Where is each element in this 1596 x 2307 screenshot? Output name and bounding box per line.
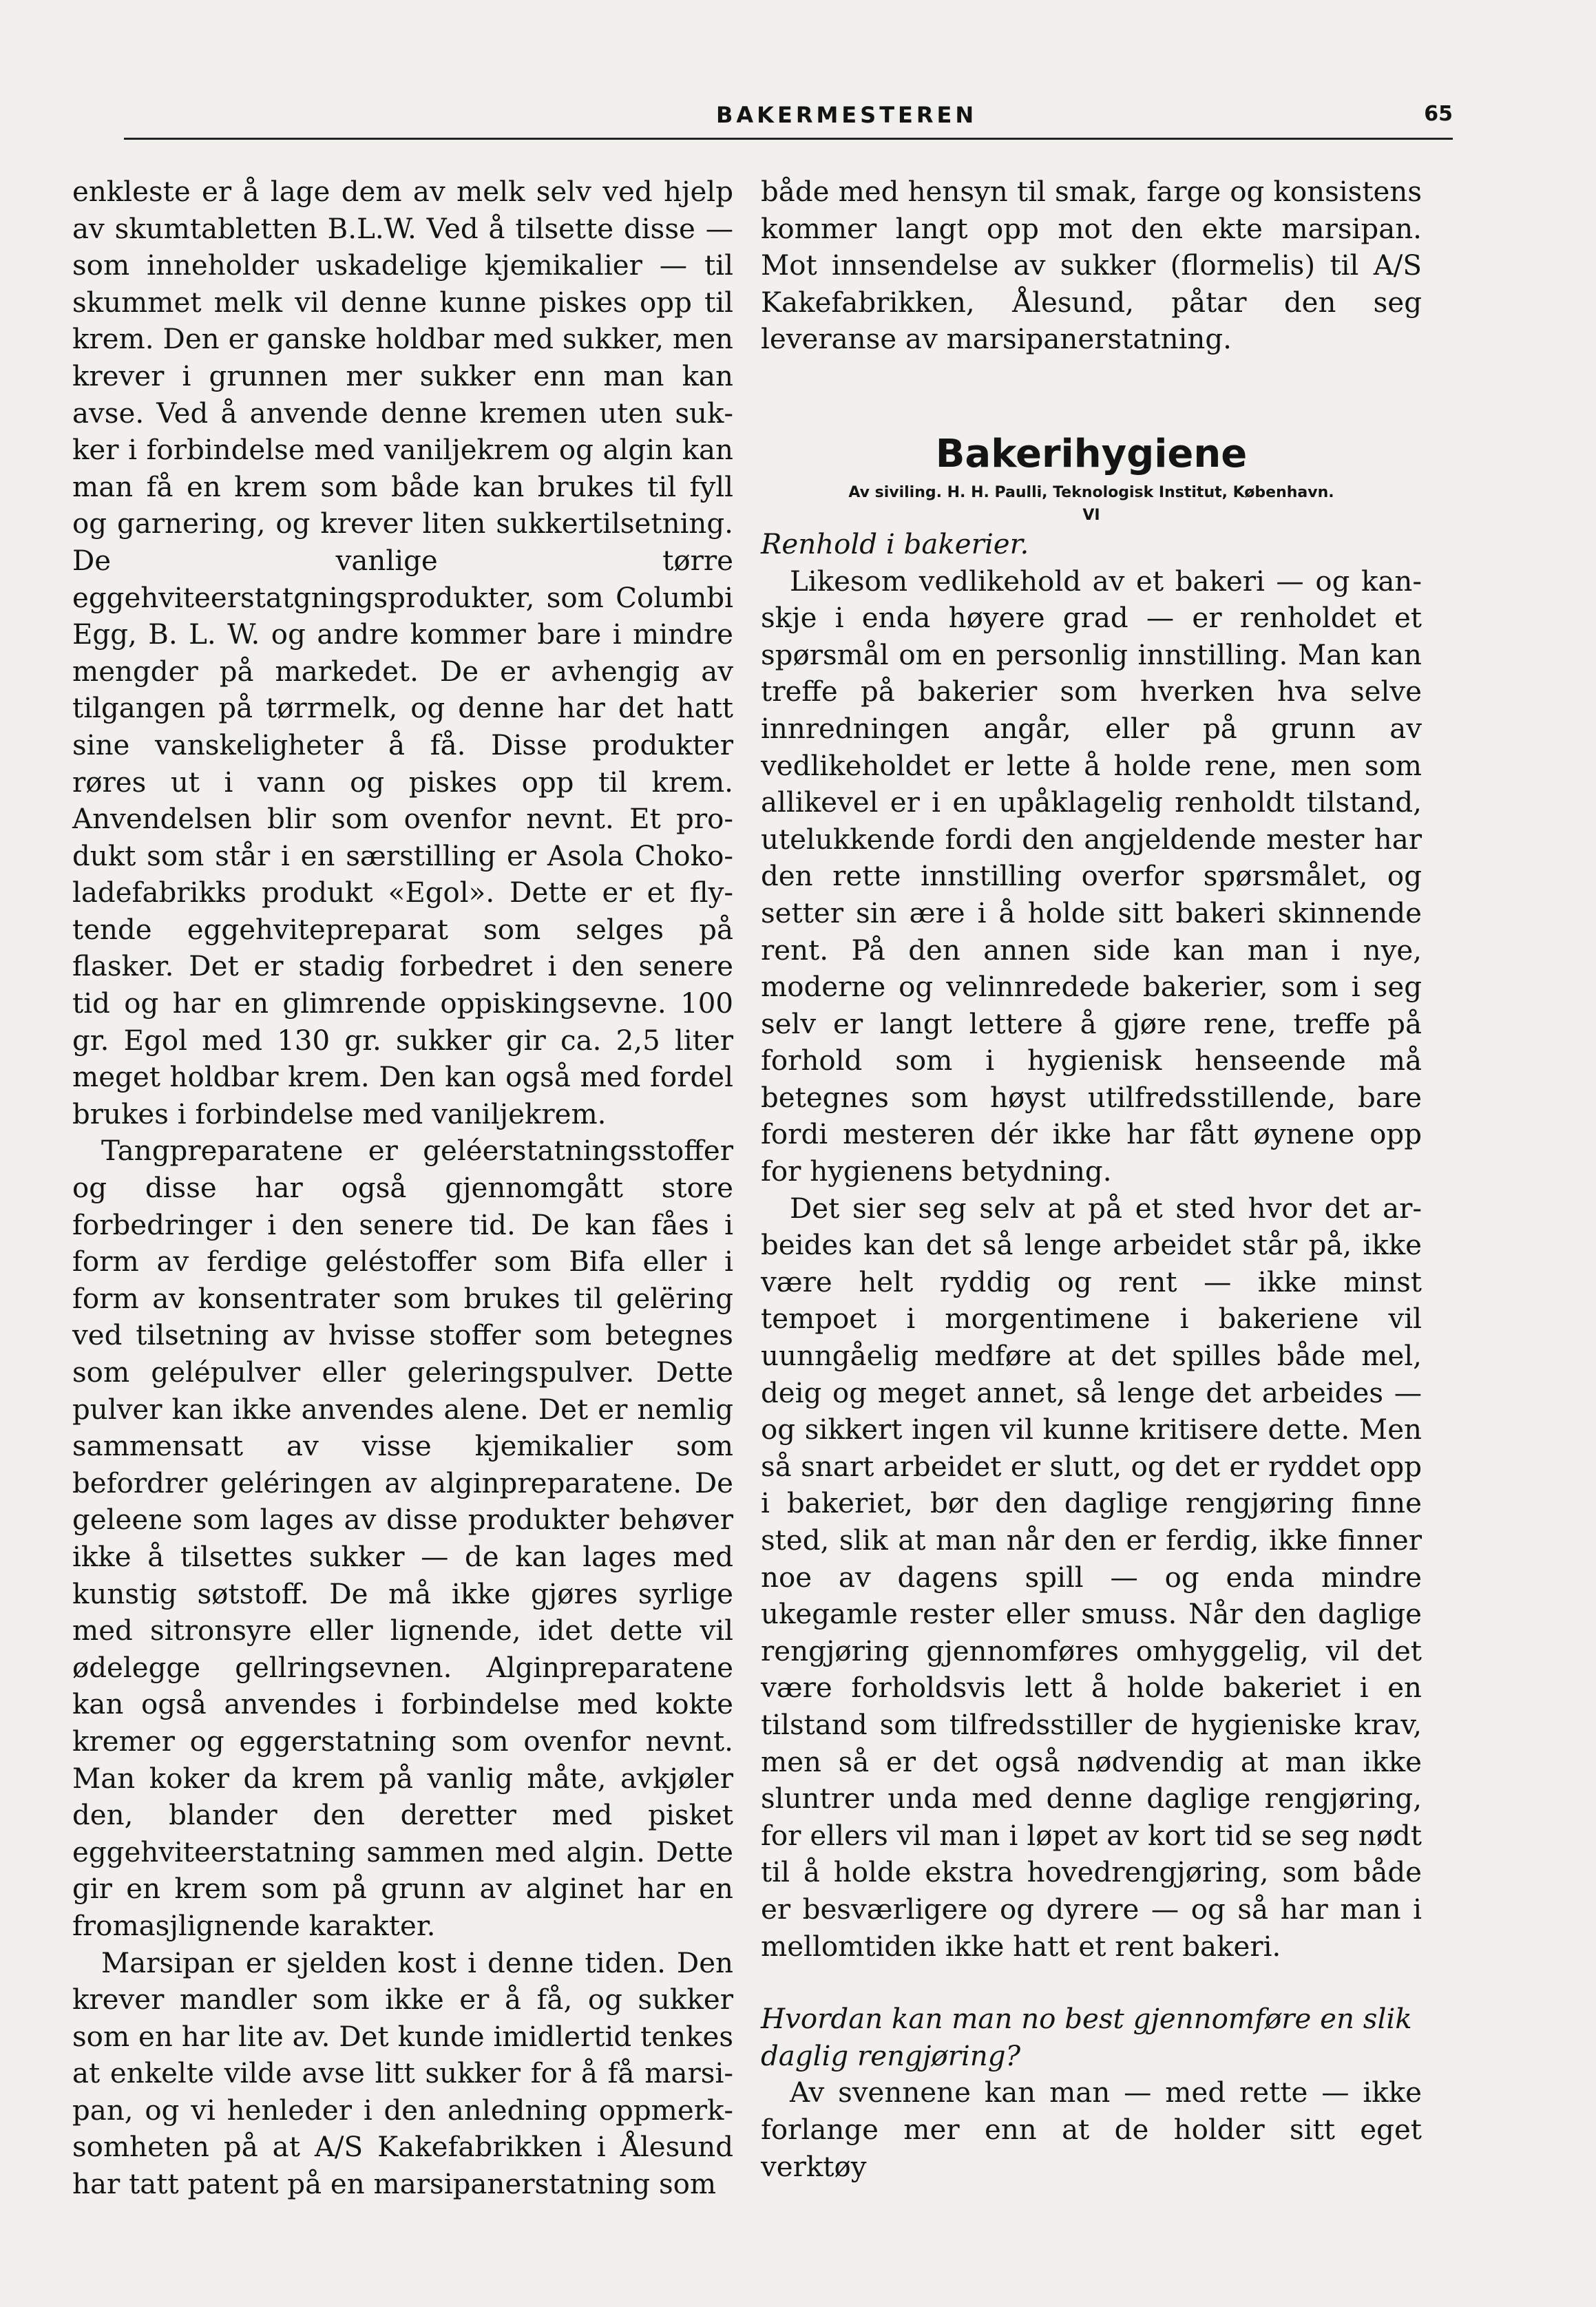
running-title: BAKERMESTEREN [716, 102, 978, 128]
left-column [72, 173, 733, 2203]
body-paragraph: Likesom vedlikehold av et bakeri — og kanskje i enda høyere grad — er renholdet et spørsmål om en personlig innstilling. Man kan treffe på bakerier som hverken hva selve innredningen angår, eller på grunn av vedlikeholdet er lette å holde rene, men som allikevel er i en upåklagelig renholdt tilstand, utelukkende fordi den angjeldende mester har den rette innstilling overfor spørsmålet, og setter sin ære i å holde sitt bakeri skinnende rent. På den annen side kan man i nye, moderne og velinnredede bakerier, som i seg selv er langt lettere å gjøre rene, treffe på forhold som i hygienisk henseende må betegnes som høyst utilfredsstillende, bare fordi mesteren dér ikke har fått øynene opp for hygienens betydning. [761, 565, 1422, 1188]
section-subheading: Renhold i bakerier. [761, 527, 1029, 560]
part-number: VI [1082, 506, 1100, 524]
body-paragraph: enkleste er å lage dem av melk selv ved hjelp av skumtabletten B.L.W. Ved å tilsette disse — som inneholder uskadelige kjemikalier — til skummet melk vil denne kunne piskes opp til krem. Den er ganske holdbar med sukker, men krever i grunnen mer sukker enn man kan avse. Ved å anvende denne kremen uten sukker i forbindelse med vaniljekrem og algin kan man få en krem som både kan brukes til fyll og garnering, og krever liten sukkertilsetning. De vanlige tørre eggehviteerstatgningsprodukter, som Columbi Egg, B. L. W. og andre kommer bare i mindre mengder på markedet. De er avhengig av tilgangen på tørrmelk, og denne har det hatt sine vanskeligheter å få. Disse produkter røres ut i vann og piskes opp til krem. Anvendelsen blir som ovenfor nevnt. Et produkt som står i en særstilling er Asola Chokoladefabrikks produkt «Egol». Dette er et flytende eggehvitepreparat som selges på flasker. Det er stadig forbedret i den senere tid og har en glimrende oppiskingsevne. 100 gr. Egol med 130 gr. sukker gir ca. 2,5 liter meget holdbar krem. Den kan også med fordel brukes i forbindelse med vaniljekrem. [72, 176, 733, 1130]
article-title: Bakerihygiene [935, 431, 1248, 476]
body-paragraph: Det sier seg selv at på et sted hvor det arbeides kan det så lenge arbeidet står på, ikke være helt ryddig og rent — ikke minst tempoet i morgentimene i bakeriene vil uunngåelig medføre at det spilles både mel, deig og meget annet, så lenge det arbeides — og sikkert ingen vil kunne kritisere dette. Men så snart arbeidet er slutt, og det er ryddet opp i bakeriet, bør den daglige rengjøring finne sted, slik at man når den er ferdig, ikke finner noe av dagens spill — og enda mindre ukegamle rester eller smuss. Når den daglige rengjøring gjennomføres omhyggelig, vil det være forholdsvis lett å holde bakeriet i en tilstand som tilfredsstiller de hygieniske krav, men så er det også nødvendig at man ikke sluntrer unda med denne daglige rengjøring, for ellers vil man i løpet av kort tid se seg nødt til å holde ekstra hovedrengjøring, som både er besværligere og dyrere — og så har man i mellomtiden ikke hatt et rent bakeri. [761, 1192, 1422, 1963]
article-byline: Av siviling. H. H. Paulli, Teknologisk Institut, København. [848, 483, 1334, 501]
page-number: 65 [1424, 102, 1453, 126]
question-subheading: Hvordan kan man no best gjennomføre en slik daglig rengjøring? [761, 2003, 1412, 2072]
body-paragraph: Marsipan er sjelden kost i denne tiden. Den krever mandler som ikke er å få, og sukker som en har lite av. Det kunde imidlertid tenkes at enkelte vilde avse litt sukker for å få marsipan, og vi henleder i den anledning oppmerksomheten på at A/S Kakefabrikken i Ålesund har tatt patent på en marsipanerstatning som [72, 1946, 733, 2201]
continued-paragraph: både med hensyn til smak, farge og konsistens kommer langt opp mot den ekte marsipan. Mot innsendelse av sukker (flormelis) til A/S Kakefabrikken, Ålesund, påtar den seg leveranse av marsipanerstatning. [761, 176, 1422, 356]
running-header [124, 102, 1453, 140]
body-paragraph: Tangpreparatene er geléerstatningsstoffer og disse har også gjennomgått store forbedringer i den senere tid. De kan fåes i form av ferdige geléstoffer som Bifa eller i form av konsentrater som brukes til gelëring ved tilsetning av hvisse stoffer som betegnes som gelépulver eller geleringspulver. Dette pulver kan ikke anvendes alene. Det er nemlig sammensatt av visse kjemikalier som befordrer geléringen av alginpreparatene. De geleene som lages av disse produkter behøver ikke å tilsettes sukker — de kan lages med kunstig søtstoff. De må ikke gjøres syrlige med sitronsyre eller lignende, idet dette vil ødelegge gellringsevnen. Alginpreparatene kan også anvendes i forbindelse med kokte kremer og eggerstatning som ovenfor nevnt. Man koker da krem på vanlig måte, avkjøler den, blander den deretter med pisket eggehviteerstatning sammen med algin. Dette gir en krem som på grunn av alginet har en fromasjlignende karakter. [72, 1135, 733, 1942]
body-paragraph: Av svennene kan man — med rette — ikke forlange mer enn at de holder sitt eget verktøy [761, 2076, 1422, 2183]
right-column [761, 173, 1422, 2185]
